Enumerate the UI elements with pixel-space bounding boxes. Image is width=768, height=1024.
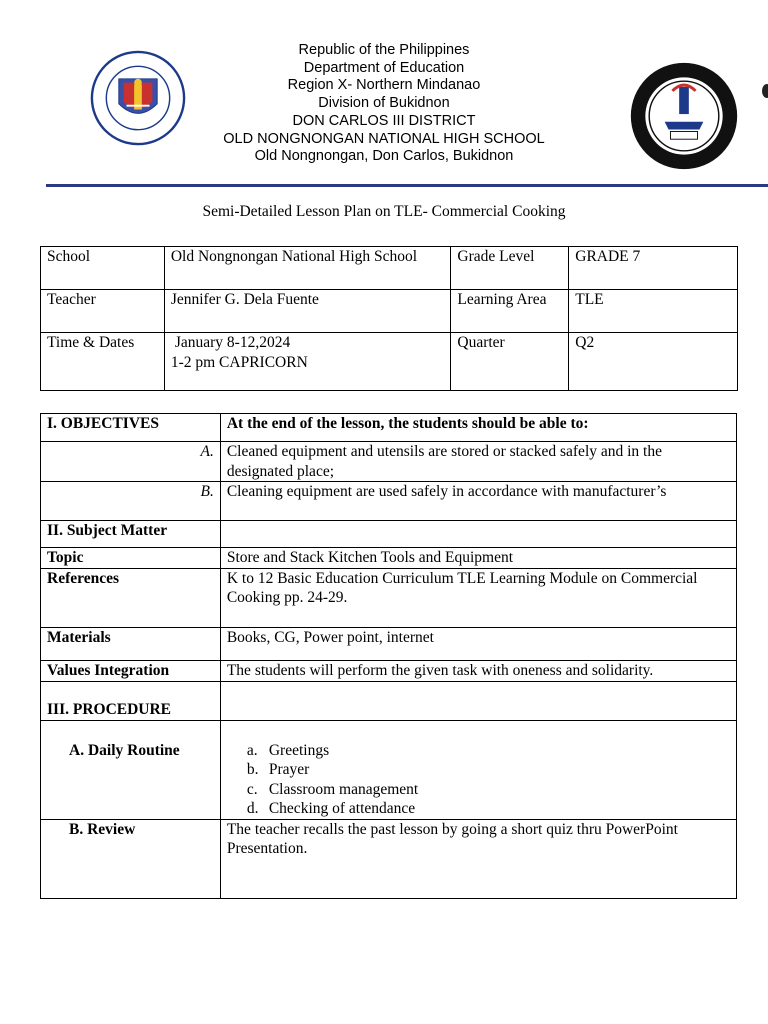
school-label: School bbox=[41, 247, 165, 290]
list-text: Classroom management bbox=[268, 780, 419, 798]
list-marker: a. bbox=[246, 741, 258, 759]
objective-text: Cleaned equipment and utensils are stored or stacked safely and in the designated place; bbox=[220, 442, 736, 482]
objective-text: Cleaning equipment are used safely in accordance with manufacturer’s bbox=[220, 482, 736, 521]
objectives-intro: At the end of the lesson, the students should be able to: bbox=[220, 414, 736, 442]
table-row bbox=[41, 627, 737, 660]
list-marker: d. bbox=[246, 800, 259, 817]
header-line: Division of Bukidnon bbox=[318, 95, 450, 112]
time-label: Time & Dates bbox=[41, 333, 165, 391]
header-rule bbox=[46, 184, 768, 187]
values-integration-value: The students will perform the given task with oneness and solidarity. bbox=[220, 660, 736, 681]
table-row bbox=[41, 720, 737, 819]
topic-value: Store and Stack Kitchen Tools and Equipment bbox=[220, 548, 736, 569]
table-row bbox=[41, 660, 737, 681]
table-row bbox=[41, 819, 737, 898]
header-line: Region X- Northern Mindanao bbox=[287, 77, 481, 94]
list-item bbox=[247, 741, 730, 761]
materials-value: Books, CG, Power point, internet bbox=[220, 627, 736, 660]
table-row bbox=[41, 482, 737, 521]
table-row bbox=[41, 247, 738, 290]
procedure-value bbox=[220, 681, 736, 720]
review-label: B. Review bbox=[41, 819, 221, 898]
teacher-label: Teacher bbox=[41, 290, 165, 333]
grade-value: GRADE 7 bbox=[569, 247, 738, 290]
header-line: DON CARLOS III DISTRICT bbox=[292, 112, 476, 129]
table-row bbox=[41, 568, 737, 627]
values-integration-label: Values Integration bbox=[41, 660, 221, 681]
list-text: Checking of attendance bbox=[268, 800, 416, 817]
school-seal-logo bbox=[626, 58, 742, 174]
table-row bbox=[41, 290, 738, 333]
header-line: Department of Education bbox=[303, 59, 465, 76]
procedure-label bbox=[41, 681, 221, 720]
list-item bbox=[247, 799, 730, 819]
references-value: K to 12 Basic Education Curriculum TLE Learning Module on Commercial Cooking pp. 24-29. bbox=[220, 568, 736, 627]
table-row bbox=[41, 521, 737, 548]
list-item bbox=[247, 760, 730, 780]
table-row bbox=[41, 548, 737, 569]
header-line: Old Nongnongan, Don Carlos, Bukidnon bbox=[254, 148, 514, 165]
list-marker: b. bbox=[246, 761, 259, 778]
materials-label: Materials bbox=[41, 627, 221, 660]
subject-matter-label: II. Subject Matter bbox=[41, 521, 221, 548]
table-row bbox=[41, 333, 738, 391]
objective-letter bbox=[41, 442, 221, 482]
table-row bbox=[41, 414, 737, 442]
daily-routine-label bbox=[41, 720, 221, 819]
review-value: The teacher recalls the past lesson by going a short quiz thru PowerPoint Presentation. bbox=[220, 819, 736, 898]
list-item bbox=[247, 780, 730, 800]
time-section: 1-2 pm CAPRICORN bbox=[170, 353, 308, 371]
edge-mark bbox=[762, 84, 768, 98]
time-value bbox=[164, 333, 451, 391]
references-label: References bbox=[41, 568, 221, 627]
table-row bbox=[41, 681, 737, 720]
subject-matter-value bbox=[220, 521, 736, 548]
quarter-value: Q2 bbox=[569, 333, 738, 391]
objective-letter-text: B. bbox=[200, 483, 214, 500]
list-marker: c. bbox=[246, 780, 258, 798]
time-dates: January 8-12,2024 bbox=[174, 334, 291, 351]
deped-seal-logo bbox=[90, 50, 186, 146]
list-text: Prayer bbox=[268, 761, 310, 778]
header-line: Republic of the Philippines bbox=[298, 42, 470, 58]
daily-routine-list bbox=[220, 720, 736, 819]
lesson-plan-table bbox=[40, 413, 737, 899]
objective-letter-text: A. bbox=[200, 443, 214, 460]
lesson-plan-title: Semi-Detailed Lesson Plan on TLE- Commercial Cooking bbox=[202, 203, 566, 220]
header-line: OLD NONGNONGAN NATIONAL HIGH SCHOOL bbox=[223, 130, 545, 147]
info-table bbox=[40, 246, 738, 391]
daily-routine-label-text: A. Daily Routine bbox=[69, 741, 180, 759]
table-row bbox=[41, 442, 737, 482]
school-value: Old Nongnongan National High School bbox=[164, 247, 451, 290]
objectives-label: I. OBJECTIVES bbox=[41, 414, 221, 442]
objective-letter bbox=[41, 482, 221, 521]
learning-area-label: Learning Area bbox=[451, 290, 569, 333]
teacher-value: Jennifer G. Dela Fuente bbox=[164, 290, 451, 333]
list-text: Greetings bbox=[268, 741, 330, 759]
topic-label: Topic bbox=[41, 548, 221, 569]
learning-area-value: TLE bbox=[569, 290, 738, 333]
procedure-label-text: III. PROCEDURE bbox=[47, 701, 172, 718]
quarter-label: Quarter bbox=[451, 333, 569, 391]
grade-label: Grade Level bbox=[451, 247, 569, 290]
school-header bbox=[200, 42, 568, 166]
